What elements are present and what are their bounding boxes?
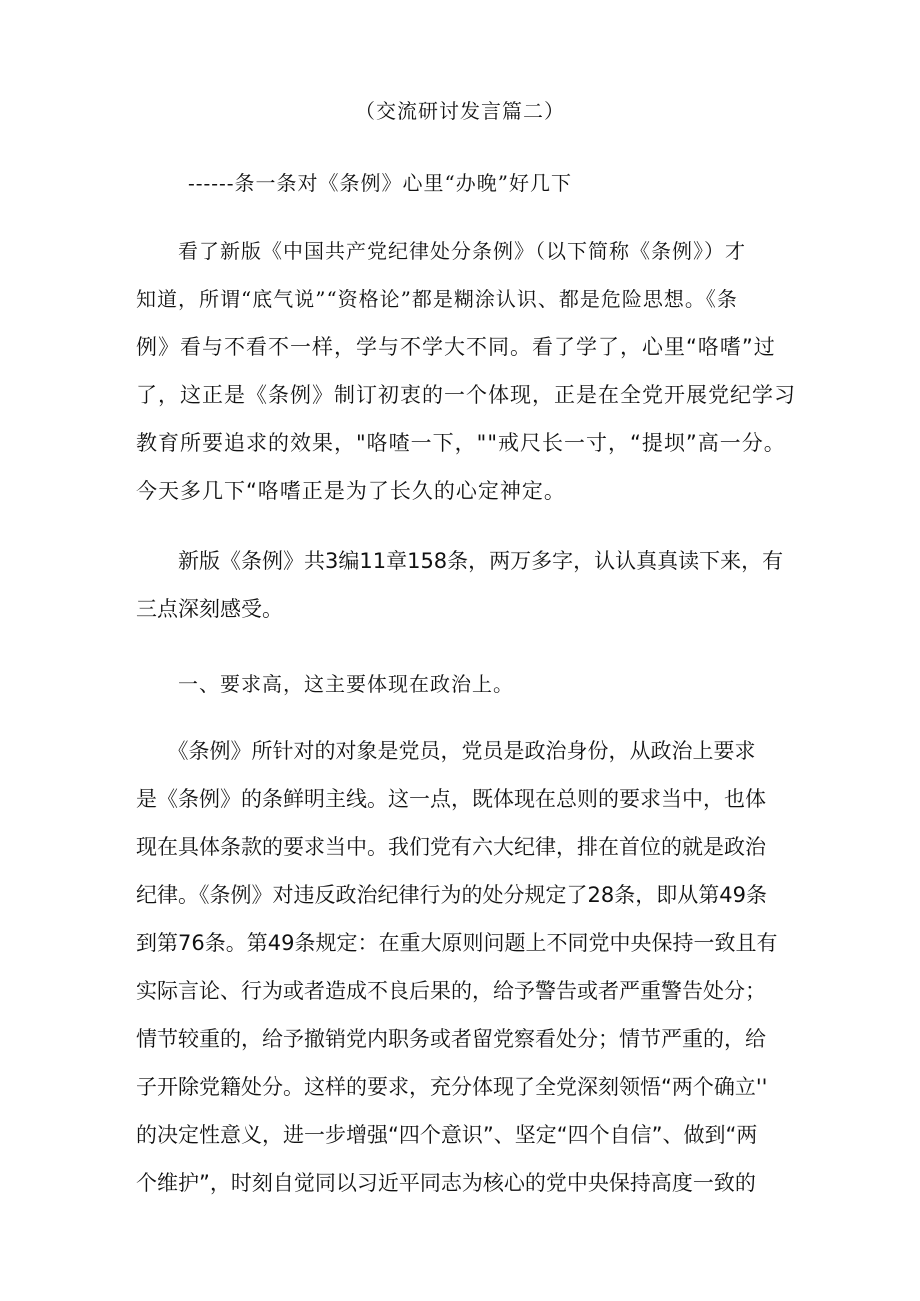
paragraph-line: 子开除党籍处分。这样的要求，充分体现了全党深刻领悟“两个确立'': [136, 1075, 768, 1099]
section-heading: 一、要求高，这主要体现在政治上。: [136, 672, 514, 696]
paragraph-line: 新版《条例》共3编11章158条，两万多字，认认真真读下来，有: [136, 549, 784, 573]
paragraph-line: 现在具体条款的要求当中。我们党有六大纪律，排在首位的就是政治: [136, 835, 766, 859]
paragraph-line: 教育所要追求的效果，"咯喳一下，""戒尺长一寸，“提坝”高一分。: [136, 431, 786, 455]
section-heading-1: [136, 660, 796, 708]
paragraph-line: 的决定性意义，进一步增强“四个意识”、坚定“四个自信”、做到“两: [136, 1123, 758, 1147]
paragraph-line: 是《条例》的条鲜明主线。这一点，既体现在总则的要求当中，也体: [136, 787, 766, 811]
paragraph-line: 了，这正是《条例》制订初衷的一个体现，正是在全党开展党纪学习: [136, 383, 796, 407]
paragraph-line: 例》看与不看不一样，学与不学大不同。看了学了，心里“咯嗜”过: [136, 335, 776, 359]
paragraph-line: 《条例》所针对的对象是党员，党员是政治身份，从政治上要求: [136, 739, 756, 763]
paragraph-4: [136, 727, 796, 1207]
paragraph-2: [136, 537, 796, 633]
paragraph-line: 实际言论、行为或者造成不良后果的，给予警告或者严重警告处分；: [136, 979, 766, 1003]
document-title: （交流研讨发言篇二）: [355, 99, 565, 123]
paragraph-line: 今天多几下“咯嗜正是为了长久的心定神定。: [136, 479, 566, 503]
paragraph-line: 个维护”，时刻自觉同以习近平同志为核心的党中央保持高度一致的: [136, 1171, 756, 1195]
paragraph-line: 到第76条。第49条规定：在重大原则问题上不同党中央保持一致且有: [136, 931, 778, 955]
document-subtitle: ------条一条对《条例》心里“办晚”好几下: [188, 171, 572, 195]
paragraph-line: 三点深刻感受。: [136, 597, 283, 621]
paragraph-line: 纪律。《条例》对违反政治纪律行为的处分规定了28条，即从第49条: [136, 883, 767, 907]
paragraph-line: 看了新版《中国共产党纪律处分条例》（以下简称《条例》）才: [136, 239, 746, 263]
paragraph-1: [136, 227, 796, 515]
paragraph-line: 情节较重的，给予撤销党内职务或者留党察看处分；情节严重的，给: [136, 1027, 766, 1051]
paragraph-line: 知道，所谓“底气说”“资格论”都是糊涂认识、都是危险思想。《条: [136, 287, 738, 311]
